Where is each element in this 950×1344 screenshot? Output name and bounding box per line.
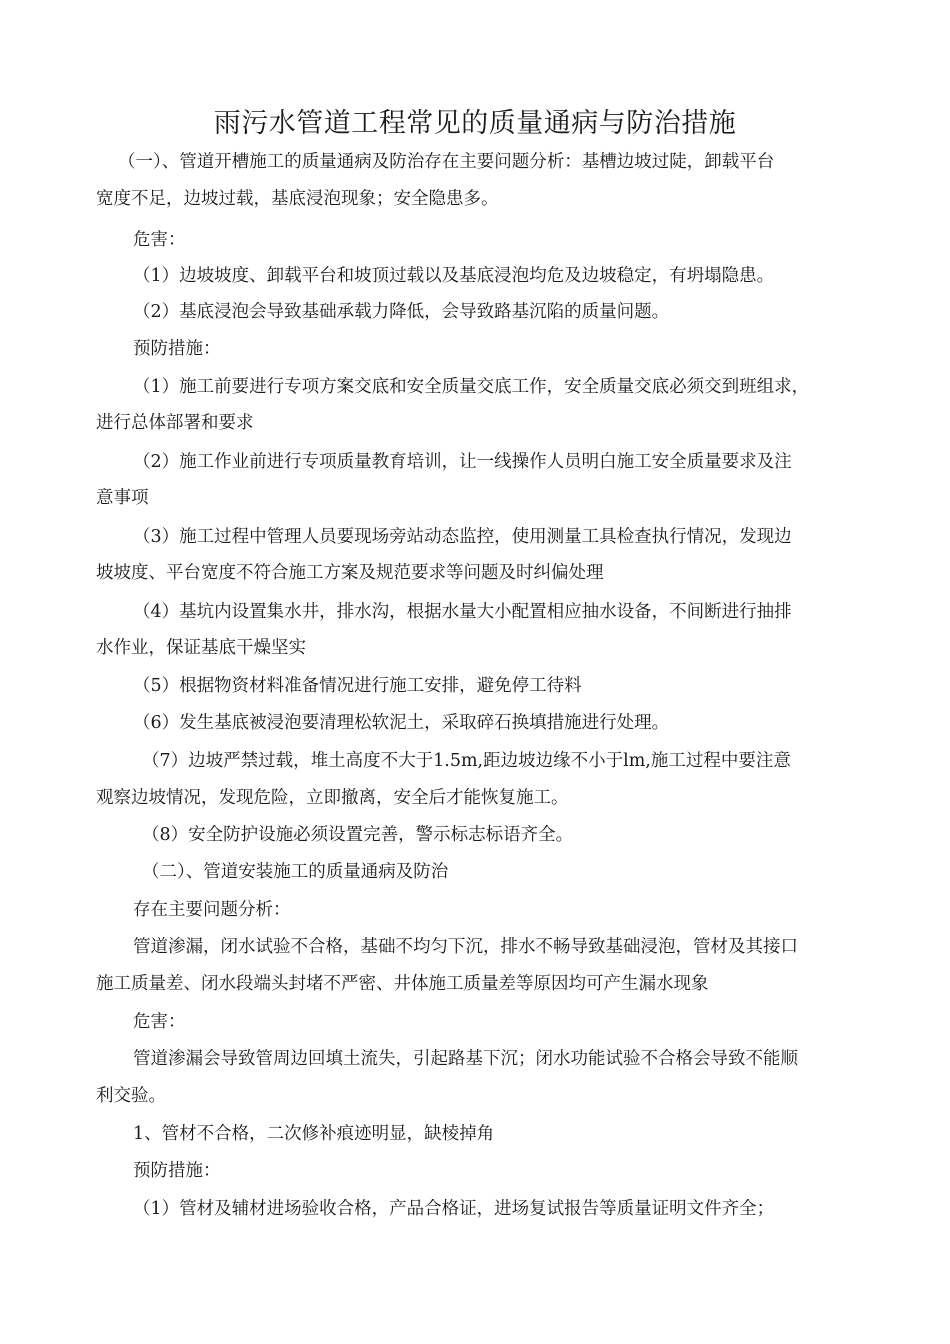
- paragraph-line: （1）边坡坡度、卸载平台和坡顶过载以及基底浸泡均危及边坡稳定，有坍塌隐患。: [133, 266, 775, 286]
- paragraph-line: 坡坡度、平台宽度不符合施工方案及规范要求等问题及时纠偏处理: [96, 563, 604, 583]
- paragraph-line: 进行总体部署和要求: [96, 413, 254, 433]
- paragraph-line: （5）根据物资材料准备情况进行施工安排，避免停工待料: [133, 676, 582, 696]
- paragraph-line: 危害：: [133, 230, 186, 250]
- paragraph-line: （2）基底浸泡会导致基础承载力降低，会导致路基沉陷的质量问题。: [133, 302, 670, 322]
- paragraph-line: 管道渗漏会导致管周边回填土流失，引起路基下沉；闭水功能试验不合格会导致不能顺: [133, 1049, 798, 1069]
- paragraph-line: 观察边坡情况，发现危险，立即撤离，安全后才能恢复施工。: [96, 788, 569, 808]
- paragraph-line: （1）管材及辅材进场验收合格，产品合格证，进场复试报告等质量证明文件齐全；: [133, 1199, 775, 1219]
- document-title: 雨污水管道工程常见的质量通病与防治措施: [213, 108, 737, 139]
- paragraph-line: 1、管材不合格，二次修补痕迹明显，缺棱掉角: [133, 1124, 495, 1144]
- paragraph-line: （6）发生基底被浸泡要清理松软泥土，采取碎石换填措施进行处理。: [133, 713, 670, 733]
- paragraph-line: （3）施工过程中管理人员要现场旁站动态监控，使用测量工具检查执行情况，发现边: [133, 527, 792, 547]
- paragraph-line: （8）安全防护设施必须设置完善，警示标志标语齐全。: [142, 825, 574, 845]
- paragraph-line: 预防措施：: [133, 1161, 221, 1181]
- paragraph-line: （2）施工作业前进行专项质量教育培训，让一线操作人员明白施工安全质量要求及注: [133, 452, 792, 472]
- paragraph-line: （1）施工前要进行专项方案交底和安全质量交底工作，安全质量交底必须交到班组求，: [133, 377, 810, 397]
- paragraph-line: 存在主要问题分析：: [133, 900, 291, 920]
- paragraph-line: （4）基坑内设置集水井，排水沟，根据水量大小配置相应抽水设备，不间断进行抽排: [133, 602, 792, 622]
- paragraph-line: （一）、管道开槽施工的质量通病及防治存在主要问题分析：基槽边坡过陡，卸载平台: [118, 152, 775, 172]
- paragraph-line: 利交验。: [96, 1086, 166, 1106]
- paragraph-line: 施工质量差、闭水段端头封堵不严密、井体施工质量差等原因均可产生漏水现象: [96, 974, 709, 994]
- paragraph-line: 水作业，保证基底干燥坚实: [96, 638, 306, 658]
- paragraph-line: 预防措施：: [133, 339, 221, 359]
- paragraph-line: 宽度不足，边坡过载，基底浸泡现象；安全隐患多。: [96, 189, 499, 209]
- paragraph-line: 危害：: [133, 1012, 186, 1032]
- paragraph-line: 意事项: [96, 488, 149, 508]
- paragraph-line: （7）边坡严禁过载，堆土高度不大于1.5m,距边坡边缘不小于lm,施工过程中要注意: [142, 751, 791, 771]
- paragraph-line: 管道渗漏，闭水试验不合格，基础不均匀下沉，排水不畅导致基础浸泡，管材及其接口: [133, 937, 798, 957]
- section-heading: （二）、管道安装施工的质量通病及防治: [142, 862, 449, 882]
